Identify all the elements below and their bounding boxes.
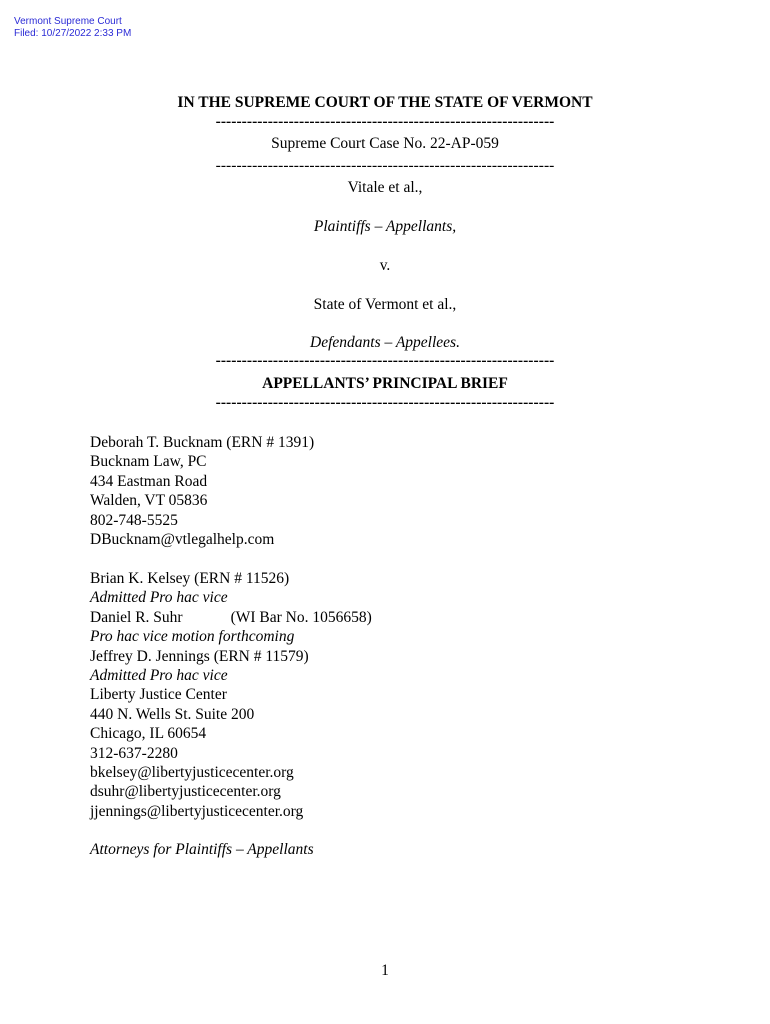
kelsey-name: Brian K. Kelsey (ERN # 11526) [90,570,290,587]
plaintiffs-role: Plaintiffs – Appellants, [313,218,457,235]
jennings-name: Jeffrey D. Jennings (ERN # 11579) [90,647,309,665]
liberty-firm: Liberty Justice Center [90,686,227,704]
page-number: 1 [381,962,389,979]
stamp-filed-date: Filed: 10/27/2022 2:33 PM [14,28,132,39]
email-jennings: jjennings@libertyjusticecenter.org [90,802,304,820]
defendants-role: Defendants – Appellees. [310,334,460,351]
versus: v. [379,257,391,274]
jennings-status: Admitted Pro hac vice [90,667,228,685]
case-number: Supreme Court Case No. 22-AP-059 [271,135,499,152]
vermont-counsel-block [90,433,314,549]
counsel-firm: Bucknam Law, PC [90,453,207,471]
suhr-name: Daniel R. Suhr [90,608,183,626]
kelsey-status: Admitted Pro hac vice [90,589,228,607]
liberty-street: 440 N. Wells St. Suite 200 [90,705,255,723]
brief-title: APPELLANTS’ PRINCIPAL BRIEF [262,375,508,392]
filing-stamp [14,16,131,40]
separator-4: ----------------------------------------------------------------- [215,394,555,411]
counsel-city: Walden, VT 05836 [90,492,208,510]
suhr-status: Pro hac vice motion forthcoming [90,628,295,646]
plaintiffs-name: Vitale et al., [347,179,423,196]
court-title: IN THE SUPREME COURT OF THE STATE OF VERMONT [177,94,593,111]
liberty-city: Chicago, IL 60654 [90,725,207,743]
email-kelsey: bkelsey@libertyjusticecenter.org [90,764,294,782]
email-suhr: dsuhr@libertyjusticecenter.org [90,783,281,801]
counsel-street: 434 Eastman Road [90,472,208,490]
liberty-phone: 312-637-2280 [90,744,178,762]
stamp-court: Vermont Supreme Court [14,16,122,27]
separator-1: ----------------------------------------------------------------- [215,113,555,130]
defendants-name: State of Vermont et al., [313,296,457,313]
counsel-phone: 802-748-5525 [90,511,178,529]
suhr-line [90,608,372,627]
counsel-email: DBucknam@vtlegalhelp.com [90,531,275,549]
separator-3: ----------------------------------------------------------------- [215,352,555,369]
separator-2: ----------------------------------------------------------------- [215,157,555,174]
suhr-bar: (WI Bar No. 1056658) [230,608,372,626]
counsel-name: Deborah T. Bucknam (ERN # 1391) [90,434,315,451]
attorneys-for: Attorneys for Plaintiffs – Appellants [90,841,314,858]
liberty-counsel-block [90,569,372,821]
